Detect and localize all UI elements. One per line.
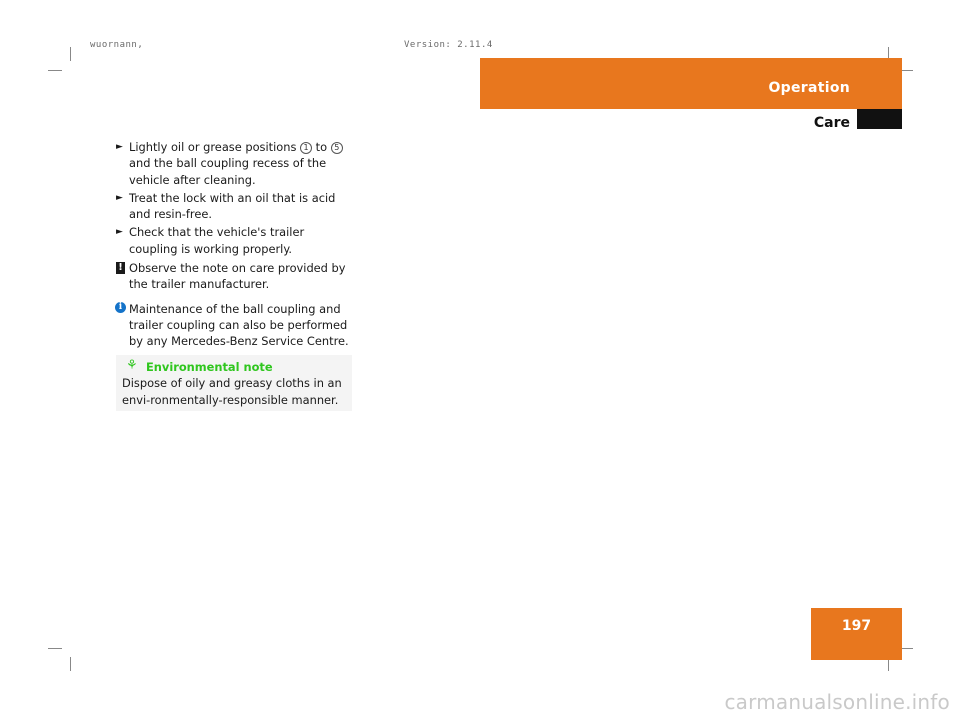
crop-mark: [70, 657, 71, 671]
info-note: [116, 301, 354, 350]
environmental-note: [116, 355, 352, 411]
instruction-text: Lightly oil or grease positions: [129, 140, 301, 154]
environmental-note-heading: Environmental note: [146, 360, 273, 374]
arrow-right-icon: ►: [116, 142, 123, 152]
warning-icon: !: [116, 262, 125, 274]
warning-text: Observe the note on care provided by the trailer manufacturer.: [129, 261, 346, 292]
subsection-marker: [857, 109, 902, 129]
watermark: carmanualsonline.info: [724, 690, 950, 714]
section-tab: [480, 58, 902, 109]
instruction-text: and the ball coupling recess of the vehicle after cleaning.: [129, 156, 327, 187]
crop-mark: [48, 70, 62, 71]
environmental-note-title: [122, 359, 346, 375]
page-number: 197: [841, 618, 872, 634]
section-title: Operation: [768, 80, 850, 96]
info-icon: i: [115, 302, 126, 313]
instruction-item: [116, 224, 354, 257]
instruction-text: to: [312, 140, 331, 154]
page-number-box: [811, 608, 902, 660]
info-text: Maintenance of the ball coupling and trailer coupling can also be performed by any Mercedes-Benz Service Centre.: [129, 301, 349, 349]
leaf-icon: ⚘: [126, 358, 138, 373]
instruction-text: Treat the lock with an oil that is acid and resin-free.: [129, 190, 336, 222]
header-version: Version: 2.11.4: [404, 40, 493, 50]
arrow-right-icon: ►: [116, 227, 123, 238]
instruction-item: [116, 139, 354, 188]
subsection-title: Care: [813, 115, 850, 131]
instruction-item: [116, 190, 354, 223]
crop-mark: [70, 47, 71, 61]
header-author: wuornann,: [90, 40, 144, 50]
environmental-note-text: Dispose of oily and greasy cloths in an envi-ronmentally-responsible manner.: [122, 376, 342, 407]
warning-note: [116, 260, 354, 293]
arrow-right-icon: ►: [116, 192, 123, 203]
instruction-text: Check that the vehicle's trailer coupling is working properly.: [129, 225, 305, 256]
position-marker-icon: 5: [331, 142, 343, 154]
position-marker-icon: 1: [300, 142, 312, 154]
crop-mark: [48, 648, 62, 649]
main-content: [116, 139, 354, 358]
